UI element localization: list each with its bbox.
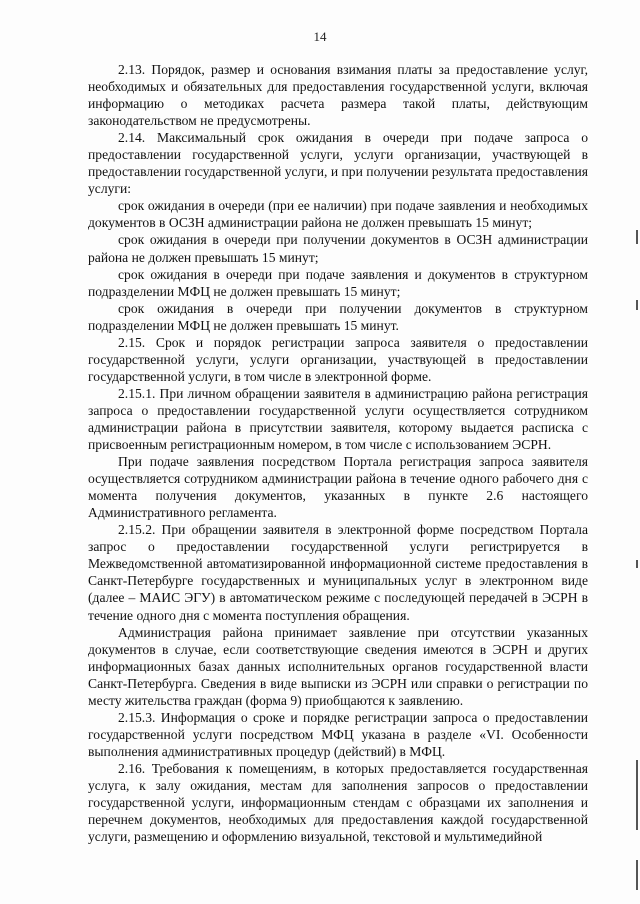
page-number: 14 xyxy=(313,29,327,44)
paragraph-wait-oszn-submit: срок ожидания в очереди (при ее наличии) при подаче заявления и необходимых документов в ОСЗН администрации района не должен превышать 15 минут; xyxy=(88,198,588,231)
paragraph-2-15-3: 2.15.3. Информация о сроке и порядке регистрации запроса о предоставлении государственной услуги посредством МФЦ указана в разделе «VI. Особенности выполнения административных процедур (действий) в МФЦ. xyxy=(88,709,588,759)
scan-edge-mark xyxy=(636,760,638,830)
paragraph-2-16: 2.16. Требования к помещениям, в которых предоставляется государственная услуга, к залу ожидания, местам для заполнения запросов о предоставлении государственной услуги, информационным стендам с образцами их заполнения и перечнем документов, необходимых для предоставления каждой государственной услуги, размещению и оформлению визуальной, текстовой и мультимедийной xyxy=(88,760,588,845)
paragraph-2-15: 2.15. Срок и порядок регистрации запроса заявителя о предоставлении государственной услуги, услуги организации, участвующей в предоставлении государственной услуги, в том числе в электронной форме. xyxy=(88,334,588,384)
paragraph-wait-mfc-receive: срок ожидания в очереди при получении документов в структурном подразделении МФЦ не должен превышать 15 минут. xyxy=(88,300,588,333)
paragraph-portal-registration: При подаче заявления посредством Портала регистрация запроса заявителя осуществляется сотрудником администрации района в течение одного рабочего дня с момента получения документов, указанных в пункте 2.6 настоящего Административного регламента. xyxy=(88,454,588,521)
paragraph-wait-oszn-receive: срок ожидания в очереди при получении документов в ОСЗН администрации района не должен превышать 15 минут; xyxy=(88,232,588,265)
paragraph-2-13: 2.13. Порядок, размер и основания взимания платы за предоставление услуг, необходимых и обязательных для предоставления государственной услуги, включая информацию о методиках расчета размера такой платы, действующим законодательством не предусмотрены. xyxy=(88,62,588,129)
scan-edge-mark xyxy=(636,300,638,310)
paragraph-2-14: 2.14. Максимальный срок ожидания в очереди при подаче запроса о предоставлении государственной услуги, услуги организации, участвующей в предоставлении государственной услуги, и при получении результата предоставления услуги: xyxy=(88,130,588,197)
paragraph-administration-accepts: Администрация района принимает заявление при отсутствии указанных документов в случае, если соответствующие сведения имеются в ЭСРН и других информационных базах данных исполнительных органов государственной власти Санкт-Петербурга. Сведения в виде выписки из ЭСРН или справки о регистрации по месту жительства граждан (форма 9) приобщаются к заявлению. xyxy=(88,624,588,708)
paragraph-2-15-1: 2.15.1. При личном обращении заявителя в администрацию района регистрация запроса о предоставлении государственной услуги осуществляется сотрудником администрации района в присутствии заявителя, которому выдается расписка с присвоенным регистрационным номером, в том числе с использованием ЭСРН. xyxy=(88,385,588,453)
document-body xyxy=(88,61,588,845)
paragraph-wait-mfc-submit: срок ожидания в очереди при подаче заявления и документов в структурном подразделении МФЦ не должен превышать 15 минут; xyxy=(88,266,588,299)
scan-edge-mark xyxy=(636,860,638,890)
scan-edge-mark xyxy=(636,560,638,568)
paragraph-2-15-2: 2.15.2. При обращении заявителя в электронной форме посредством Портала запрос о предоставлении государственной услуги регистрируется в Межведомственной автоматизированной информационной системе предоставления в Санкт-Петербурге государственных и муниципальных услуг в электронном виде (далее – МАИС ЭГУ) в автоматическом режиме с последующей передачей в ЭСРН в течение одного дня с момента поступления обращения. xyxy=(88,522,588,623)
scan-edge-marks xyxy=(632,0,638,904)
scan-edge-mark xyxy=(636,230,638,244)
